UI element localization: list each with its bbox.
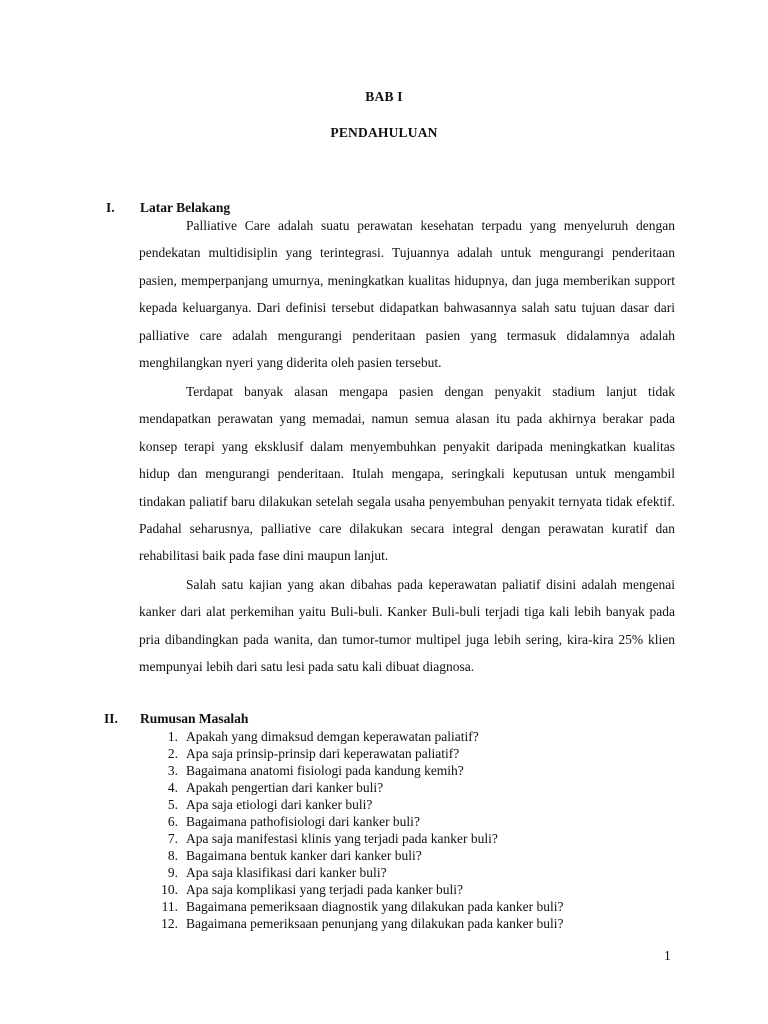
list-item-number: 9. bbox=[167, 865, 178, 880]
list-item bbox=[140, 813, 680, 830]
page-number: 1 bbox=[664, 948, 671, 963]
list-item bbox=[140, 762, 680, 779]
list-item-number: 8. bbox=[167, 848, 178, 863]
list-item-text: Apa saja komplikasi yang terjadi pada kanker buli? bbox=[186, 882, 464, 897]
list-item-number: 10. bbox=[161, 882, 178, 897]
list-item-number: 6. bbox=[167, 814, 178, 829]
list-item-number: 1. bbox=[167, 729, 178, 744]
list-item-text: Apa saja etiologi dari kanker buli? bbox=[186, 797, 373, 812]
list-item bbox=[140, 728, 680, 745]
paragraph: Salah satu kajian yang akan dibahas pada keperawatan paliatif disini adalah mengenai kanker dari alat perkemihan yaitu Buli-buli. Kanker Buli-buli terjadi tiga kali lebih banyak pada pria dibandingkan pada wanita, dan tumor-tumor multipel juga lebih sering, kira-kira 25% klien mempunyai lebih dari satu lesi pada satu kali dibuat diagnosa. bbox=[139, 577, 675, 675]
list-item bbox=[140, 779, 680, 796]
list-item-number: 7. bbox=[167, 831, 178, 846]
list-item-text: Bagaimana pemeriksaan diagnostik yang dilakukan pada kanker buli? bbox=[186, 899, 564, 914]
section-number: I. bbox=[106, 200, 115, 215]
paragraph: Terdapat banyak alasan mengapa pasien dengan penyakit stadium lanjut tidak mendapatkan perawatan yang memadai, namun semua alasan itu pada akhirnya berakar pada konsep terapi yang eksklusif dalam menyembuhkan penyakit daripada meningkatkan kualitas hidup dan mengurangi penderitaan. Itulah mengapa, seringkali keputusan untuk mengambil tindakan paliatif baru dilakukan setelah segala usaha penyembuhan penyakit ternyata tidak efektif. Padahal seharusnya, palliative care dilakukan secara integral dengan perawatan kuratif dan rehabilitasi baik pada fase dini maupun lanjut. bbox=[139, 384, 675, 564]
list-item-text: Apa saja klasifikasi dari kanker buli? bbox=[186, 865, 387, 880]
list-item-text: Bagaimana pemeriksaan penunjang yang dilakukan pada kanker buli? bbox=[186, 916, 564, 931]
list-item bbox=[140, 745, 680, 762]
list-item bbox=[140, 847, 680, 864]
list-item-text: Apa saja prinsip-prinsip dari keperawatan paliatif? bbox=[186, 746, 460, 761]
chapter-title: PENDAHULUAN bbox=[330, 125, 438, 140]
list-item-text: Apakah yang dimaksud demgan keperawatan paliatif? bbox=[186, 729, 479, 744]
section-number: II. bbox=[104, 711, 118, 726]
section-title: Latar Belakang bbox=[140, 200, 231, 215]
list-item bbox=[140, 881, 680, 898]
list-item-number: 4. bbox=[167, 780, 178, 795]
list-item-number: 2. bbox=[167, 746, 178, 761]
list-item-text: Apakah pengertian dari kanker buli? bbox=[186, 780, 384, 795]
list-item-number: 12. bbox=[161, 916, 178, 931]
list-item-number: 5. bbox=[167, 797, 178, 812]
list-item bbox=[140, 830, 680, 847]
list-item bbox=[140, 898, 680, 915]
list-item bbox=[140, 796, 680, 813]
list-item bbox=[140, 915, 680, 932]
list-item-text: Bagaimana pathofisiologi dari kanker buli? bbox=[186, 814, 420, 829]
list-item-text: Apa saja manifestasi klinis yang terjadi pada kanker buli? bbox=[186, 831, 498, 846]
list-item-number: 3. bbox=[167, 763, 178, 778]
list-item bbox=[140, 864, 680, 881]
list-item-text: Bagaimana anatomi fisiologi pada kandung kemih? bbox=[186, 763, 464, 778]
list-item-text: Bagaimana bentuk kanker dari kanker buli? bbox=[186, 848, 422, 863]
chapter-heading: BAB I bbox=[365, 89, 403, 104]
section-title: Rumusan Masalah bbox=[140, 711, 249, 726]
question-list bbox=[140, 728, 680, 932]
paragraph: Palliative Care adalah suatu perawatan kesehatan terpadu yang menyeluruh dengan pendekatan multidisiplin yang terintegrasi. Tujuannya adalah untuk mengurangi penderitaan pasien, memperpanjang umurnya, meningkatkan kualitas hidupnya, dan juga memberikan support kepada keluarganya. Dari definisi tersebut didapatkan bahwasannya salah satu tujuan dasar dari palliative care adalah mengurangi penderitaan pasien yang termasuk didalamnya adalah menghilangkan nyeri yang diderita oleh pasien tersebut. bbox=[139, 218, 675, 371]
list-item-number: 11. bbox=[161, 899, 178, 914]
